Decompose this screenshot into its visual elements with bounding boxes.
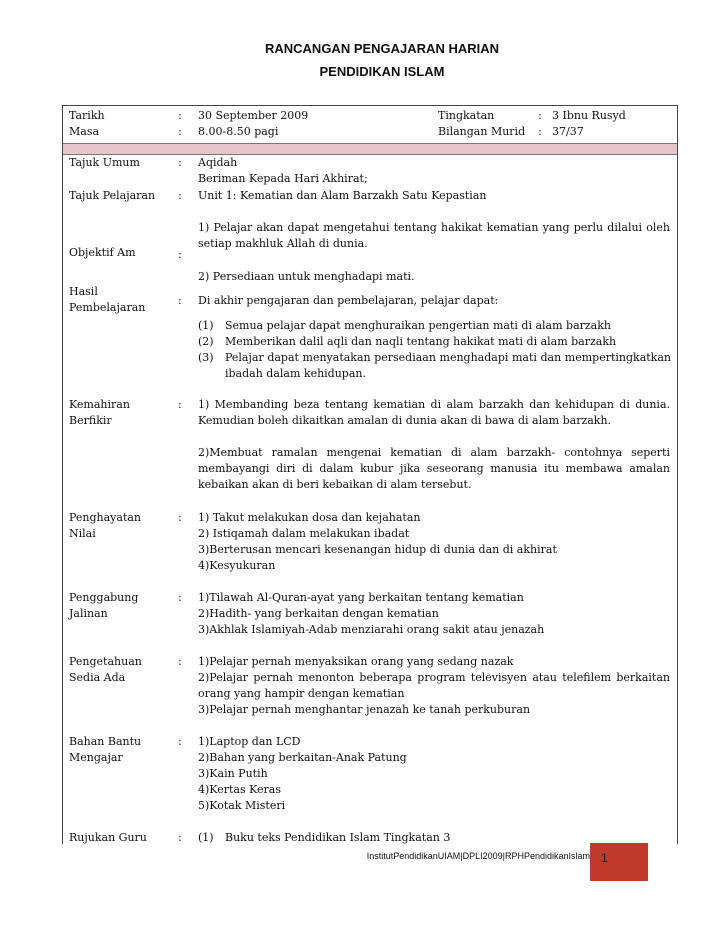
bahan-label-2: Mengajar (69, 751, 123, 764)
penghayatan-item-4: 4)Kesyukuran (198, 559, 276, 572)
colon: : (178, 294, 182, 307)
rujukan-text: Buku teks Pendidikan Islam Tingkatan 3 (225, 831, 451, 844)
penggabung-item-1: 1)Tilawah Al-Quran-ayat yang berkaitan tentang kematian (198, 591, 524, 604)
page-number-box (590, 843, 648, 881)
penggabung-label-2: Jalinan (69, 607, 108, 620)
colon: : (178, 655, 182, 668)
colon: : (178, 189, 182, 202)
penghayatan-item-2: 2) Istiqamah dalam melakukan ibadat (198, 527, 410, 540)
kemahiran-item-1: 1) Membanding beza tentang kematian di alam barzakh dan kehidupan di dunia. Kemudian boleh dikaitkan amalan di dunia akan di bawa di alam barzakh. (198, 398, 670, 427)
hasil-item-2-num: (2) (198, 335, 214, 348)
rujukan-label: Rujukan Guru (69, 831, 147, 844)
tajuk-pelajaran-value: Unit 1: Kematian dan Alam Barzakh Satu Kepastian (198, 189, 487, 202)
tingkatan-value: 3 Ibnu Rusyd (552, 109, 626, 122)
document-subtitle: PENDIDIKAN ISLAM (319, 64, 445, 79)
tajuk-umum-label: Tajuk Umum (69, 156, 140, 169)
hasil-item-3: Pelajar dapat menyatakan persediaan menghadapi mati dan mempertingkatkan ibadah dalam kehidupan. (225, 351, 671, 380)
pengetahuan-item-1: 1)Pelajar pernah menyaksikan orang yang sedang nazak (198, 655, 514, 668)
colon: : (178, 109, 182, 122)
hasil-label-2: Pembelajaran (69, 301, 146, 314)
colon: : (178, 398, 182, 411)
hasil-item-2: Memberikan dalil aqli dan naqli tentang hakikat mati di alam barzakh (225, 335, 617, 348)
penghayatan-item-1: 1) Takut melakukan dosa dan kejahatan (198, 511, 421, 524)
objektif-label: Objektif Am (69, 246, 136, 259)
bilangan-value: 37/37 (552, 125, 584, 138)
tingkatan-label: Tingkatan (438, 109, 495, 122)
kemahiran-item-2: 2)Membuat ramalan mengenai kematian di alam barzakh- contohnya seperti membayangi diri di dalam kubur jika seseorang manusia itu membawa amalan kebaikan akan di beri kebaikan di alam tersebut. (198, 446, 670, 491)
kemahiran-label-2: Berfikir (69, 414, 112, 427)
pengetahuan-item-3: 3)Pelajar pernah menghantar jenazah ke tanah perkuburan (198, 703, 531, 716)
hasil-label-1: Hasil (69, 285, 98, 298)
penggabung-label-1: Penggabung (69, 591, 139, 604)
colon: : (178, 248, 182, 261)
bahan-label-1: Bahan Bantu (69, 735, 142, 748)
penghayatan-item-3: 3)Berterusan mencari kesenangan hidup di dunia dan di akhirat (198, 543, 557, 556)
rujukan-num: (1) (198, 831, 214, 844)
pengetahuan-label-2: Sedia Ada (69, 671, 126, 684)
bahan-item-2: 2)Bahan yang berkaitan-Anak Patung (198, 751, 407, 764)
bilangan-label: Bilangan Murid (438, 125, 526, 138)
pengetahuan-label-1: Pengetahuan (69, 655, 142, 668)
bahan-item-1: 1)Laptop dan LCD (198, 735, 301, 748)
colon: : (178, 735, 182, 748)
colon: : (538, 125, 542, 138)
tajuk-umum-value-2: Beriman Kepada Hari Akhirat; (198, 172, 368, 185)
lesson-plan-table (62, 105, 678, 844)
tajuk-pelajaran-label: Tajuk Pelajaran (69, 189, 156, 202)
tajuk-umum-value: Aqidah (198, 156, 238, 169)
kemahiran-label-1: Kemahiran (69, 398, 130, 411)
penghayatan-label-2: Nilai (69, 527, 96, 540)
masa-value: 8.00-8.50 pagi (198, 125, 279, 138)
objektif-item-1: 1) Pelajar akan dapat mengetahui tentang hakikat kematian yang perlu dilalui oleh setiap makhluk Allah di dunia. (198, 221, 670, 250)
objektif-item-2: 2) Persediaan untuk menghadapi mati. (198, 270, 415, 283)
tarikh-value: 30 September 2009 (198, 109, 309, 122)
hasil-intro: Di akhir pengajaran dan pembelajaran, pelajar dapat: (198, 294, 499, 307)
footer-text: InstitutPendidikanUIAM|DPLI2009|RPHPendidikanIslam (366, 851, 590, 861)
bahan-item-5: 5)Kotak Misteri (198, 799, 286, 812)
penggabung-item-2: 2)Hadith- yang berkaitan dengan kematian (198, 607, 439, 620)
page-number: 1 (601, 851, 608, 865)
tarikh-label: Tarikh (69, 109, 105, 122)
colon: : (178, 156, 182, 169)
hasil-item-1: Semua pelajar dapat menghuraikan pengertian mati di alam barzakh (225, 319, 611, 332)
colon: : (538, 109, 542, 122)
colon: : (178, 511, 182, 524)
separator-band (63, 143, 677, 155)
document-title: RANCANGAN PENGAJARAN HARIAN (264, 41, 499, 56)
pengetahuan-item-2: 2)Pelajar pernah menonton beberapa program televisyen atau telefilem berkaitan orang yang hampir dengan kematian (198, 671, 670, 700)
colon: : (178, 831, 182, 844)
masa-label: Masa (69, 125, 100, 138)
bahan-item-3: 3)Kain Putih (198, 767, 268, 780)
penghayatan-label-1: Penghayatan (69, 511, 142, 524)
penggabung-item-3: 3)Akhlak Islamiyah-Adab menziarahi orang sakit atau jenazah (198, 623, 545, 636)
colon: : (178, 125, 182, 138)
hasil-item-1-num: (1) (198, 319, 214, 332)
colon: : (178, 591, 182, 604)
bahan-item-4: 4)Kertas Keras (198, 783, 281, 796)
hasil-item-3-num: (3) (198, 351, 214, 364)
